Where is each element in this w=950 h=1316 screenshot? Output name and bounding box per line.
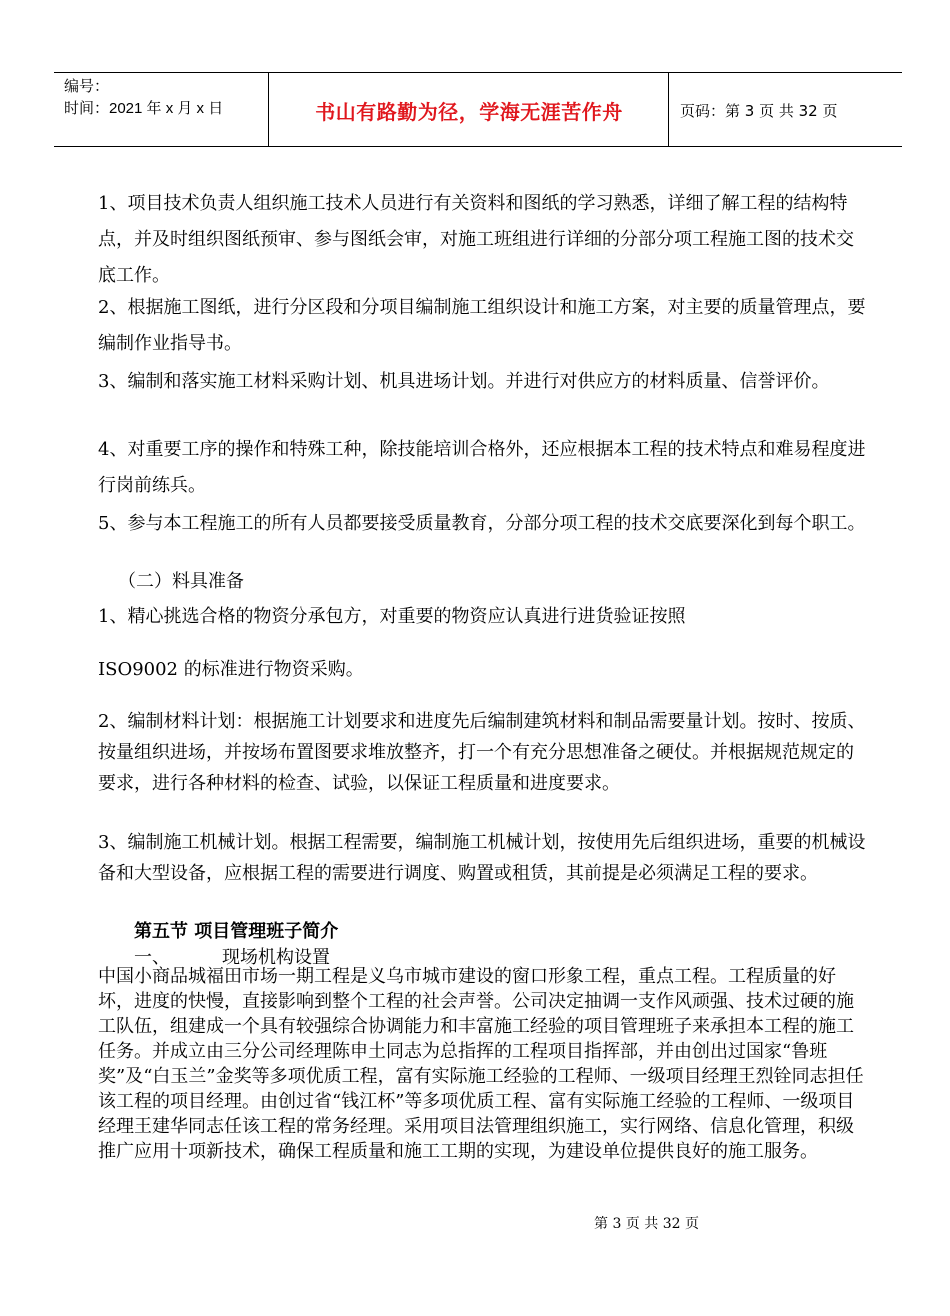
- document-number-label: 编号：: [64, 78, 110, 95]
- header-top-rule: [54, 72, 902, 73]
- document-time: 时间：2021 年 x 月 x 日: [64, 100, 224, 117]
- header-bottom-rule: [54, 146, 902, 147]
- footer-page-number: 第 3 页 共 32 页: [594, 1216, 699, 1232]
- section-title: 第五节 项目管理班子简介: [134, 921, 339, 942]
- paragraph-materials-3: 3、编制施工机械计划。根据工程需要，编制施工机械计划，按使用先后组织进场，重要的机械设备和大型设备，应根据工程的需要进行调度、购置或租赁，其前提是必须满足工程的要求。: [98, 832, 866, 884]
- paragraph-materials-2: 2、编制材料计划：根据施工计划要求和进度先后编制建筑材料和制品需要量计划。按时、按质、按量组织进场，并按场布置图要求堆放整齐，打一个有充分思想准备之硬仗。并根据规范规定的要求，进行各种材料的检查、试验，以保证工程质量和进度要求。: [98, 711, 866, 794]
- paragraph-materials-1: 1、精心挑选合格的物资分承包方，对重要的物资应认真进行进货验证按照: [98, 606, 686, 627]
- paragraph-tech-prep-2: 2、根据施工图纸，进行分区段和分项目编制施工组织设计和施工方案，对主要的质量管理点，要编制作业指导书。: [98, 297, 866, 354]
- header-divider-right: [668, 72, 669, 146]
- paragraph-tech-prep-5: 5、参与本工程施工的所有人员都要接受质量教育，分部分项工程的技术交底要深化到每个职工。: [98, 513, 866, 534]
- header-divider-left: [268, 72, 269, 146]
- subheading-number: 一、: [134, 947, 170, 968]
- paragraph-tech-prep-3: 3、编制和落实施工材料采购计划、机具进场计划。并进行对供应方的材料质量、信誉评价。: [98, 371, 830, 392]
- paragraph-materials-1-continued: ISO9002 的标准进行物资采购。: [98, 659, 364, 680]
- header-motto: 书山有路勤为径，学海无涯苦作舟: [315, 100, 623, 124]
- header-meta: [64, 76, 264, 120]
- subheading-text: 现场机构设置: [222, 947, 330, 968]
- paragraph-tech-prep-4: 4、对重要工序的操作和特殊工种，除技能培训合格外，还应根据本工程的技术特点和难易程度进行岗前练兵。: [98, 439, 866, 496]
- header-page-info: 页码：第 3 页 共 32 页: [680, 102, 838, 120]
- paragraph-tech-prep-1: 1、项目技术负责人组织施工技术人员进行有关资料和图纸的学习熟悉，详细了解工程的结构特点，并及时组织图纸预审、参与图纸会审，对施工班组进行详细的分部分项工程施工图的技术交底工作。: [98, 193, 854, 286]
- paragraph-organization: 中国小商品城福田市场一期工程是义乌市城市建设的窗口形象工程，重点工程。工程质量的好坏，进度的快慢，直接影响到整个工程的社会声誉。公司决定抽调一支作风顽强、技术过硬的施工队伍，组建成一个具有较强综合协调能力和丰富施工经验的项目管理班子来承担本工程的施工任务。并成立由三分公司经理陈申土同志为总指挥的工程项目指挥部，并由创出过国家“鲁班奖”及“白玉兰”金奖等多项优质工程，富有实际施工经验的工程师、一级项目经理王烈铨同志担任该工程的项目经理。由创过省“钱江杯”等多项优质工程、富有实际施工经验的工程师、一级项目经理王建华同志任该工程的常务经理。采用项目法管理组织施工，实行网络、信息化管理，积级推广应用十项新技术，确保工程质量和施工工期的实现，为建设单位提供良好的施工服务。: [98, 966, 864, 1162]
- subheading-materials: （二）料具准备: [118, 571, 244, 592]
